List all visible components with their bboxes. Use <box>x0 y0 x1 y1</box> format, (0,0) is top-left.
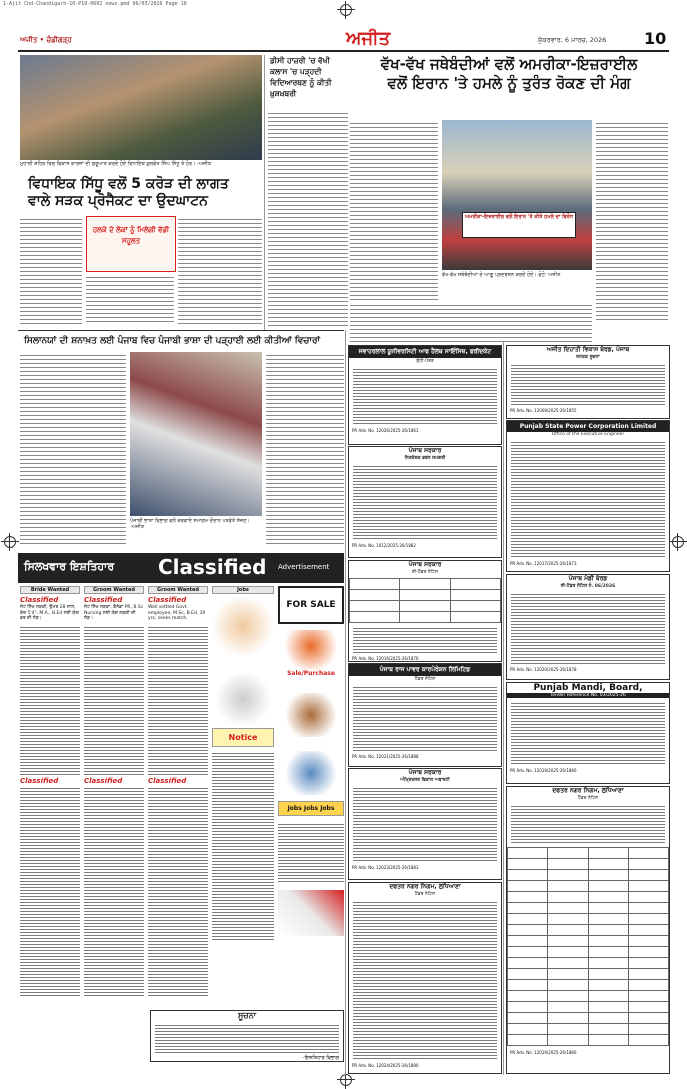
classified-col-body <box>148 786 208 996</box>
ajit-right-notice <box>506 345 670 419</box>
classified-tag: Classified <box>84 596 123 604</box>
bottom-middle-sub: ਟੈਂਡਰ ਨੋਟਿਸ <box>414 892 436 897</box>
punjab-govt-tender-ref: PR Adv. No. 12016/2025-26/1876 <box>352 656 419 661</box>
classified-col-head: Groom Wanted <box>84 586 144 594</box>
pspcl-punjabi-title: ਪੰਜਾਬ ਰਾਜ ਪਾਵਰ ਕਾਰਪੋਰੇਸ਼ਨ ਲਿਮਿਟਿਡ <box>349 664 501 676</box>
lead-body-col3 <box>596 120 668 320</box>
classified-footer-body <box>155 1023 339 1053</box>
protest-banner: ਅਮਰੀਕਾ-ਇਜ਼ਰਾਈਲ ਵਲੋਂ ਇਰਾਨ 'ਤੇ ਕੀਤੇ ਹਮਲੇ ਦਾ ਵਿਰੋਧ <box>462 212 576 238</box>
story-inset-box <box>86 216 176 272</box>
mandi-board-punjabi-notice <box>506 574 670 680</box>
classified-graphics <box>278 586 344 936</box>
event-photo-caption: ਮੁਹਾਲੀ ਸ਼ਹਿਰ ਵਿਚ ਵਿਕਾਸ ਕਾਰਜਾਂ ਦੀ ਸ਼ੁਰੂਆਤ ਕਰਦੇ ਹੋਏ ਵਿਧਾਇਕ ਕੁਲਵੰਤ ਸਿੰਘ ਸਿੱਧੂ ਤੇ ਹੋਰ। -ਅਜੀਤ <box>20 161 212 167</box>
bottom-middle-body <box>353 900 497 1060</box>
state-notice <box>348 768 502 880</box>
story-headline-line1: ਵਿਧਾਇਕ ਸਿੱਧੂ ਵਲੋਂ 5 ਕਰੋੜ ਦੀ ਲਾਗਤ <box>28 176 229 192</box>
mandi-board-punjabi-sub: ਈ-ਟੈਂਡਰ ਨੋਟਿਸ ਨੰ. 06/2026 <box>560 584 616 589</box>
header-date: ਸ਼ੁੱਕਰਵਾਰ, 6 ਮਾਰਚ, 2026 <box>538 36 607 44</box>
column-rule <box>503 330 504 1075</box>
story-headline-line2: ਵਾਲੇ ਸੜਕ ਪ੍ਰੋਜੈਕਟ ਦਾ ਉਦਘਾਟਨ <box>28 193 208 209</box>
state-notice-body <box>353 786 497 862</box>
sale-purchase-graphic <box>278 630 344 670</box>
classified-tag: Classified <box>148 776 187 785</box>
man-graphic <box>212 674 274 724</box>
pspcl-notice <box>506 420 670 572</box>
university-notice-sub: ਸ਼ੁੱਧੀ-ਪੱਤਰ <box>416 359 434 364</box>
lead-photo <box>442 120 592 270</box>
pspcl-punjabi-notice <box>348 663 502 767</box>
growth-chart-graphic <box>278 890 344 936</box>
classified-text: ਜੱਟ ਸਿੱਖ ਲੜਕੀ, ਉਮਰ 28 ਸਾਲ, ਕੱਦ 5'4", M.A., B.Ed ਲਈ ਯੋਗ ਵਰ ਦੀ ਲੋੜ। <box>20 605 79 621</box>
pspcl-ref: PR Adv. No. 12017/2025-26/1873 <box>510 561 577 566</box>
classified-col-body <box>20 786 80 996</box>
masthead: ਅਜੀਤ <box>346 28 391 49</box>
column-rule <box>264 55 265 330</box>
pspcl-punjabi-ref: PR Adv. No. 12021/2025-26/1888 <box>352 754 419 759</box>
punjab-govt-tender-sub: ਈ-ਟੈਂਡਰ ਨੋਟਿਸ <box>412 570 438 575</box>
chandigarh-board-notice <box>348 446 502 558</box>
classified-text: Well settled Govt. employee, M.Sc, B.Ed, 30 yrs, seeks match. <box>148 605 206 621</box>
page-number: 10 <box>644 29 667 48</box>
large-tender-sub: ਟੈਂਡਰ ਨੋਟਿਸ <box>577 796 599 801</box>
business-people-graphic <box>212 598 274 668</box>
lead-headline-line2: ਵਲੋਂ ਇਰਾਨ 'ਤੇ ਹਮਲੇ ਨੂੰ ਤੁਰੰਤ ਰੋਕਣ ਦੀ ਮੰਗ <box>387 74 631 92</box>
story-body-col1 <box>20 216 82 324</box>
mandi-board-sub: Tender Reference No. 03/2025-26 <box>507 693 669 698</box>
university-notice-title: ਜਵਾਹਰਲਾਲ ਯੂਨੀਵਰਸਿਟੀ ਆਫ ਹੈਲਥ ਸਾਇੰਸਿਜ਼, ਫਰੀਦਕੋਟ <box>349 346 501 358</box>
print-slug: 1-Ajit Chd-Chandigarh-10-P10-0602 news.pmd 06/03/2026 Page 10 <box>3 1 187 7</box>
ajit-right-sub: ਜਨਤਕ ਸੂਚਨਾ <box>576 355 600 360</box>
punjab-govt-tender-notice <box>348 560 502 662</box>
mandi-board-ref: PR Adv. No. 12019/2025-26/1866 <box>510 768 577 773</box>
classified-col-body <box>278 822 344 882</box>
mandi-board-punjabi-title: ਪੰਜਾਬ ਮੰਡੀ ਬੋਰਡ <box>568 575 608 582</box>
story-body-col3 <box>178 216 262 324</box>
mid-story-body-col3 <box>266 352 344 545</box>
pspcl-sub: Office of the Executive Engineer <box>551 432 625 437</box>
classified-footer-credit: -ਇਸ਼ਤਿਹਾਰ ਵਿਭਾਗ <box>302 1055 339 1061</box>
registration-mark-right <box>672 536 684 548</box>
pspcl-punjabi-sub: ਟੈਂਡਰ ਨੋਟਿਸ <box>414 677 436 682</box>
classified-footer-notice <box>150 1010 344 1062</box>
mandi-board-title: Punjab Mandi, Board, <box>533 683 643 693</box>
classified-col-body <box>84 625 144 775</box>
registration-mark-left <box>4 536 16 548</box>
punjab-govt-tender-body <box>353 626 497 654</box>
ajit-right-body <box>511 363 665 405</box>
chandigarh-board-body <box>353 464 497 540</box>
bottom-middle-ref: PR Adv. No. 12024/2025-26/1890 <box>352 1063 419 1068</box>
classified-title-sub: Advertisement <box>278 563 330 571</box>
classified-col-head: Jobs <box>212 586 274 594</box>
classified-col-body <box>84 786 144 996</box>
lead-body-bottom <box>350 302 592 342</box>
lead-headline <box>350 55 668 93</box>
jobs-banner: Jobs Jobs Jobs <box>278 801 344 816</box>
classified-tag: Classified <box>20 596 59 604</box>
mid-story-photo <box>130 352 262 516</box>
registration-mark-bottom <box>340 1074 352 1086</box>
university-notice <box>348 345 502 445</box>
classified-footer-title: ਸੂਚਨਾ <box>237 1011 256 1020</box>
large-tender-ref: PR Adv. No. 12019/2025-26/1866 <box>510 1050 577 1055</box>
mandi-board-punjabi-body <box>511 592 665 664</box>
classified-column <box>84 586 144 996</box>
chandigarh-board-title: ਪੰਜਾਬ ਸਰਕਾਰ <box>408 447 442 454</box>
classified-title-english: Classified <box>158 555 267 579</box>
university-notice-body <box>353 367 497 425</box>
mandi-board-body <box>511 701 665 765</box>
large-tender-body <box>511 804 665 844</box>
state-notice-ref: PR Adv. No. 12023/2025-26/1883 <box>352 865 419 870</box>
punjab-govt-tender-title: ਪੰਜਾਬ ਸਰਕਾਰ <box>408 561 442 568</box>
mid-story-body-col1 <box>20 352 126 545</box>
notice-graphic: Notice <box>212 728 274 747</box>
lead-body-col1 <box>350 120 438 300</box>
large-tender-notice <box>506 786 670 1074</box>
sale-purchase-label: Sale/Purchase <box>287 670 335 677</box>
chandigarh-board-ref: PR Adv. No. 1012/2025-26/1882 <box>352 543 416 548</box>
classified-column <box>20 586 80 996</box>
header-left-label: ਅਜੀਤ • ਚੰਡੀਗੜ੍ਹ <box>20 36 72 44</box>
story-headline <box>28 176 264 210</box>
side-story-headline: ਡੀਸੀ ਹਾਜ਼ਰੀ 'ਚ ਵੱਖੀ ਕਲਾਸ 'ਚ ਪੜ੍ਹਦੀ ਵਿਦਿਆਰਥਣ ਨੂੰ ਕੀਤੀ ਖ਼ੁਸ਼ਖ਼ਬਰੀ <box>270 56 332 98</box>
state-notice-sub: ਅੰਮ੍ਰਿਤਸਰ ਵਿਕਾਸ ਅਥਾਰਟੀ <box>400 778 450 783</box>
registration-mark-top <box>340 4 352 16</box>
ajit-right-title: ਅਜੀਤ ਦਿਹਾਤੀ ਵਿਕਾਸ ਬੋਰਡ, ਪੰਜਾਬ <box>546 346 630 353</box>
story-inset-text: ਹਲਕੇ ਦੇ ਲੋਕਾਂ ਨੂੰ ਮਿਲੇਗੀ ਵੱਡੀ ਸਹੂਲਤ <box>92 226 170 245</box>
classified-col-head: Groom Wanted <box>148 586 208 594</box>
dial-graphic <box>278 751 344 795</box>
classified-column <box>148 586 208 996</box>
pspcl-body <box>511 440 665 558</box>
classified-col-body <box>20 625 80 775</box>
state-notice-title: ਪੰਜਾਬ ਸਰਕਾਰ <box>408 769 442 776</box>
chandigarh-board-sub: ਨਿਰਦੇਸ਼ਕ ਭਵਨ ਸਮਗਰੀ <box>404 456 446 461</box>
classified-column <box>212 586 274 941</box>
classified-tag: Classified <box>84 776 123 785</box>
lead-photo-caption: ਵੱਖ-ਵੱਖ ਜਥੇਬੰਦੀਆਂ ਦੇ ਆਗੂ ਪ੍ਰਦਰਸ਼ਨ ਕਰਦੇ ਹੋਏ। ਫੋਟੋ: ਅਜੀਤ <box>442 272 561 278</box>
pspcl-title: Punjab State Power Corporation Limited <box>507 421 669 432</box>
mandi-board-notice <box>506 682 670 784</box>
event-photo <box>20 55 262 160</box>
mid-story-photo-caption: ਪੰਜਾਬੀ ਭਾਸ਼ਾ ਵਿਭਾਗ ਵਲੋਂ ਕਰਵਾਏ ਸਮਾਗਮ ਦੌਰਾਨ ਪਤਵੰਤੇ ਸੱਜਣ। -ਅਜੀਤ <box>130 518 250 530</box>
lead-headline-line1: ਵੱਖ-ਵੱਖ ਜਥੇਬੰਦੀਆਂ ਵਲੋਂ ਅਮਰੀਕਾ-ਇਜ਼ਰਾਈਲ <box>380 55 638 73</box>
mandi-board-punjabi-ref: PR Adv. No. 12020/2025-26/1878 <box>510 667 577 672</box>
classified-tag: Classified <box>20 776 59 785</box>
mid-story-headline: ਸਿਲਾਨਯਾਂ ਦੀ ਸ਼ਨਾਖ਼ਤ ਲਈ ਪੰਜਾਬ ਵਿਚ ਪੰਜਾਬੀ ਭਾਸ਼ਾ ਦੀ ਪੜ੍ਹਾਈ ਲਈ ਕੀਤੀਆਂ ਵਿਚਾਰਾਂ <box>24 336 321 346</box>
pspcl-punjabi-body <box>353 685 497 751</box>
page-header <box>18 30 669 52</box>
bottom-middle-title: ਦਫਤਰ ਨਗਰ ਨਿਗਮ, ਲੁਧਿਆਣਾ <box>389 883 461 890</box>
classified-col-body <box>148 625 208 775</box>
large-tender-title: ਦਫਤਰ ਨਗਰ ਨਿਗਮ, ਲੁਧਿਆਣਾ <box>552 787 624 794</box>
for-sale-sign: FOR SALE <box>278 586 344 624</box>
section-rule <box>18 330 344 331</box>
classified-banner <box>18 553 344 583</box>
classified-tag: Classified <box>148 596 187 604</box>
university-notice-ref: PR Adv. No. 12026/2025-26/1863 <box>352 428 419 433</box>
bottom-middle-notice <box>348 882 502 1074</box>
classified-col-body <box>212 751 274 941</box>
large-tender-table <box>507 847 669 1046</box>
side-story-body <box>268 110 348 326</box>
classified-title-punjabi: ਸਿਲਖਵਾਰ ਇਸ਼ਤਿਹਾਰ <box>24 560 115 573</box>
classified-col-head: Bride Wanted <box>20 586 80 594</box>
tender-table <box>349 578 501 623</box>
column-rule <box>345 330 346 1075</box>
house-graphic <box>278 693 344 737</box>
ajit-right-ref: PR Adv. No. 12009/2025-26/1855 <box>510 408 577 413</box>
story-body-col2 <box>86 274 174 324</box>
classified-text: ਜੱਟ ਸਿੱਖ ਲੜਕਾ, ਕੈਨੇਡਾ PR, B.Sc Nursing ਲਈ ਯੋਗ ਲੜਕੀ ਦੀ ਲੋੜ। <box>84 605 144 621</box>
